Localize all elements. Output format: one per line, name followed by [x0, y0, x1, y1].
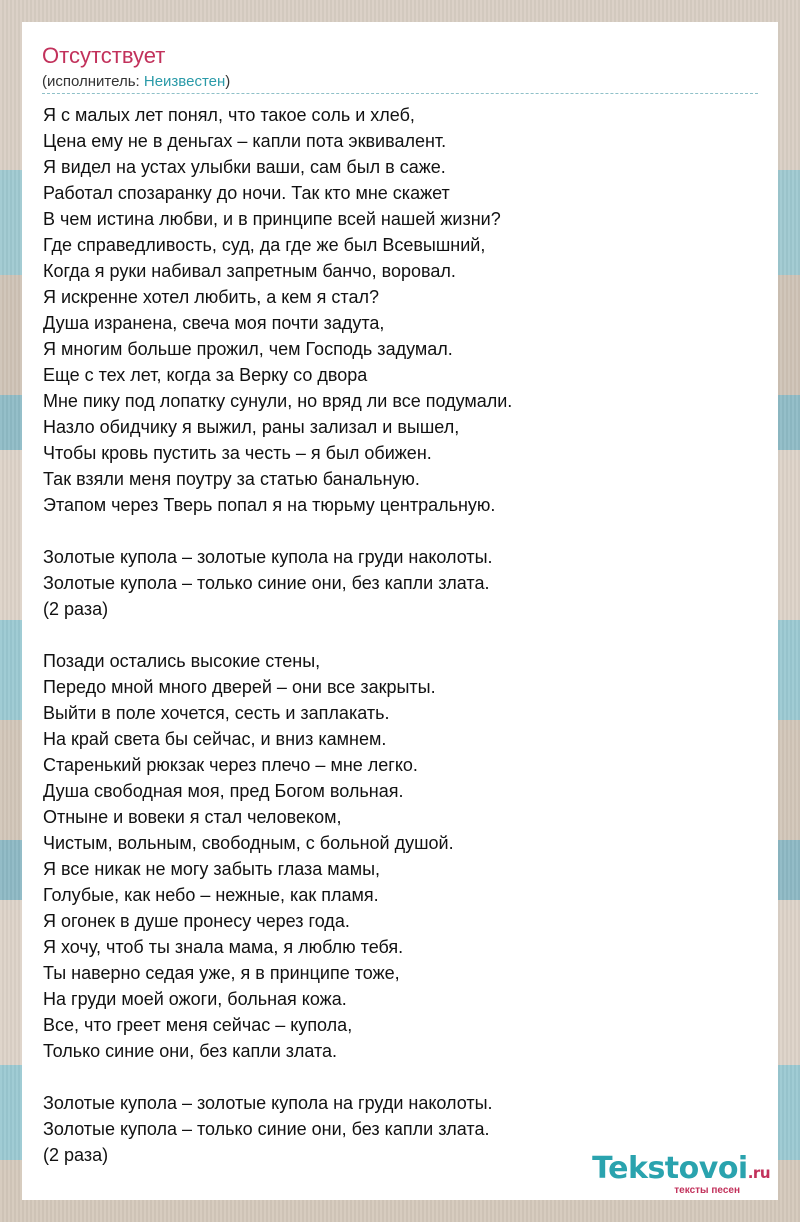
- lyrics-line: Золотые купола – только синие они, без капли злата.: [43, 1119, 490, 1139]
- lyrics-line: Я огонек в душе пронесу через года.: [43, 911, 350, 931]
- lyrics-line: Этапом через Тверь попал я на тюрьму центральную.: [43, 495, 496, 515]
- logo-domain: .ru: [747, 1164, 770, 1182]
- lyrics-line: Я хочу, чтоб ты знала мама, я люблю тебя.: [43, 937, 404, 957]
- lyrics-line: В чем истина любви, и в принципе всей нашей жизни?: [43, 209, 501, 229]
- lyrics-line: Я искренне хотел любить, а кем я стал?: [43, 287, 379, 307]
- lyrics-line: Я с малых лет понял, что такое соль и хлеб,: [43, 105, 415, 125]
- lyrics-line: Ты наверно седая уже, я в принципе тоже,: [43, 963, 400, 983]
- logo-tagline: тексты песен: [674, 1185, 740, 1196]
- logo-wordmark: [592, 1153, 770, 1189]
- lyrics-line: Золотые купола – золотые купола на груди наколоты.: [43, 1093, 493, 1113]
- lyrics-line: Золотые купола – только синие они, без капли злата.: [43, 573, 490, 593]
- site-logo[interactable]: [592, 1153, 770, 1196]
- lyrics-line: Передо мной много дверей – они все закрыты.: [43, 677, 436, 697]
- lyrics-line: Назло обидчику я выжил, раны зализал и вышел,: [43, 417, 460, 437]
- title-divider: [42, 93, 758, 94]
- lyrics-line: Я многим больше прожил, чем Господь задумал.: [43, 339, 453, 359]
- lyrics-line: Цена ему не в деньгах – капли пота эквивалент.: [43, 131, 447, 151]
- lyrics-line: Еще с тех лет, когда за Верку со двора: [43, 365, 368, 385]
- song-title: Отсутствует: [42, 43, 166, 68]
- lyrics-line: Чистым, вольным, свободным, с больной душой.: [43, 833, 454, 853]
- artist-prefix: (исполнитель:: [42, 73, 144, 90]
- lyrics-text: [43, 102, 763, 1168]
- lyrics-line: Золотые купола – золотые купола на груди наколоты.: [43, 547, 493, 567]
- lyrics-line: Я все никак не могу забыть глаза мамы,: [43, 859, 381, 879]
- lyrics-line: Так взяли меня поутру за статью банальную.: [43, 469, 420, 489]
- lyrics-line: На край света бы сейчас, и вниз камнем.: [43, 729, 387, 749]
- lyrics-line: Где справедливость, суд, да где же был Всевышний,: [43, 235, 486, 255]
- lyrics-line: (2 раза): [43, 599, 109, 619]
- lyrics-blank-line: [43, 518, 763, 544]
- artist-link[interactable]: Неизвестен: [143, 73, 226, 90]
- lyrics-line: Только синие они, без капли злата.: [43, 1041, 338, 1061]
- lyrics-line: Мне пику под лопатку сунули, но вряд ли все подумали.: [43, 391, 513, 411]
- lyrics-line: Душа изранена, свеча моя почти задута,: [43, 313, 385, 333]
- lyrics-line: (2 раза): [43, 1145, 109, 1165]
- lyrics-line: Работал спозаранку до ночи. Так кто мне скажет: [43, 183, 450, 203]
- lyrics-line: Выйти в поле хочется, сесть и заплакать.: [43, 703, 390, 723]
- lyrics-line: Я видел на устах улыбки ваши, сам был в саже.: [43, 157, 446, 177]
- artist-line: [42, 73, 230, 91]
- lyrics-line: Позади остались высокие стены,: [43, 651, 321, 671]
- lyrics-blank-line: [43, 1064, 763, 1090]
- lyrics-line: Когда я руки набивал запретным банчо, воровал.: [43, 261, 456, 281]
- lyrics-blank-line: [43, 622, 763, 648]
- lyrics-line: Все, что греет меня сейчас – купола,: [43, 1015, 353, 1035]
- lyrics-card: [22, 22, 778, 1200]
- logo-name: Tekstovoi: [592, 1151, 748, 1186]
- lyrics-line: Отныне и вовеки я стал человеком,: [43, 807, 342, 827]
- lyrics-line: Старенький рюкзак через плечо – мне легко.: [43, 755, 418, 775]
- lyrics-line: Душа свободная моя, пред Богом вольная.: [43, 781, 404, 801]
- artist-suffix: ): [225, 73, 231, 90]
- lyrics-line: Чтобы кровь пустить за честь – я был обижен.: [43, 443, 432, 463]
- lyrics-line: На груди моей ожоги, больная кожа.: [43, 989, 347, 1009]
- lyrics-line: Голубые, как небо – нежные, как пламя.: [43, 885, 379, 905]
